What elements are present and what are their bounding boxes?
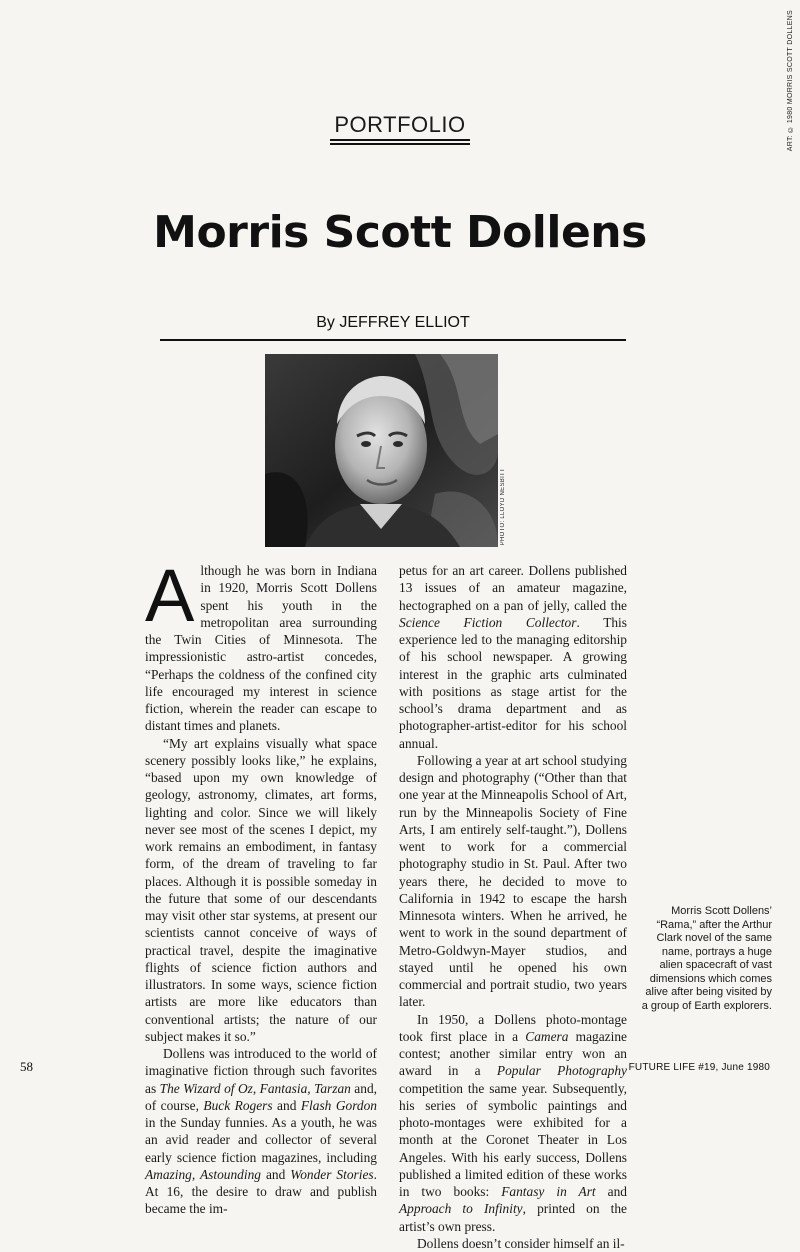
art-credit: ART: © 1980 MORRIS SCOTT DOLLENS	[787, 10, 794, 152]
portrait-photo	[265, 354, 498, 547]
article-column-right	[399, 562, 627, 1252]
section-label-text: PORTFOLIO	[330, 112, 469, 141]
byline: By JEFFREY ELLIOT	[316, 314, 470, 331]
byline-rule	[160, 339, 626, 341]
article-column-left	[145, 554, 377, 1218]
paragraph: Following a year at art school studying design and photography (“Other than that one year at the Minneapolis School of Art, run by the Minneapolis Society of Fine Arts, I am entirely self-taught.”), Dollens went to work for a commercial photography studio in St. Paul. After two years there, he decided to move to California in 1942 to escape the harsh Minnesota winters. When he arrived, he went to work in the sound department of Metro-Goldwyn-Mayer studios, and stayed until he opened his own commercial and portrait studio, two years later.	[399, 752, 627, 1010]
paragraph: Dollens was introduced to the world of imaginative fiction through such favorites as The Wizard of Oz, Fantasia, Tarzan and, of course, Buck Rogers and Flash Gordon in the Sunday funnies. As a youth, he was an avid reader and collector of several early science fiction magazines, including Amazing, Astounding and Wonder Stories. At 16, the desire to draw and publish became the im-	[145, 1046, 377, 1217]
paragraph: “My art explains visually what space scenery possibly looks like,” he explains, “based upon my own knowledge of geology, astronomy, climates, art forms, lighting and color. Since we will likely never see most of the scenes I depict, my work remains an embodiment, in fantasy form, of the dream of traveling to far places. Although it is possible someday in the future that some of our descendants may visit other star systems, at present our scientists cannot conceive of ways of practical travel, despite the imaginative flights of science fiction authors and illustrators. In some ways, science fiction artists are more like educators than conventional artists; the nature of our subject makes it so.”	[145, 735, 377, 1044]
paragraph: petus for an art career. Dollens published 13 issues of an amateur magazine, hectographed on a pan of jelly, called the Science Fiction Collector. This experience led to the managing editorship of his school newspaper. A growing interest in the graphic arts culminated with positions as stage artist for the school’s drama department and as photographer-artist-editor for his school annual.	[399, 563, 627, 751]
footer-issue-info: FUTURE LIFE #19, June 1980	[628, 1062, 770, 1073]
paragraph: Although he was born in Indiana in 1920, Morris Scott Dollens spent his youth in the metropolitan area surrounding the Twin Cities of Minnesota. The impressionistic astro-artist concedes, “Perhaps the coldness of the confined city life encouraged my interest in science fiction, wherein the reader can escape to distant times and planets.	[145, 554, 377, 734]
paragraph: Dollens doesn’t consider himself an il-	[417, 1235, 625, 1251]
section-label	[0, 112, 800, 141]
page-number: 58	[20, 1059, 33, 1074]
drop-cap: A	[145, 554, 195, 637]
photo-credit: PHOTO: LLOYD NESBITT	[500, 468, 506, 546]
article-title: Morris Scott Dollens	[153, 207, 647, 258]
paragraph: In 1950, a Dollens photo-montage took first place in a Camera magazine contest; another similar entry won an award in a Popular Photography competition the same year. Subsequently, his series of symbolic paintings and photo-montages were exhibited for a month at the Coronet Theater in Los Angeles. With his early success, Dollens published a limited edition of these works in two books: Fantasy in Art and Approach to Infinity, printed on the artist’s own press.	[399, 1011, 627, 1234]
image-caption: Morris Scott Dollens’ “Rama,” after the Arthur Clark novel of the same name, portrays a huge alien spacecraft of vast dimensions which comes alive after being visited by a group of Earth explorers.	[641, 905, 772, 1012]
